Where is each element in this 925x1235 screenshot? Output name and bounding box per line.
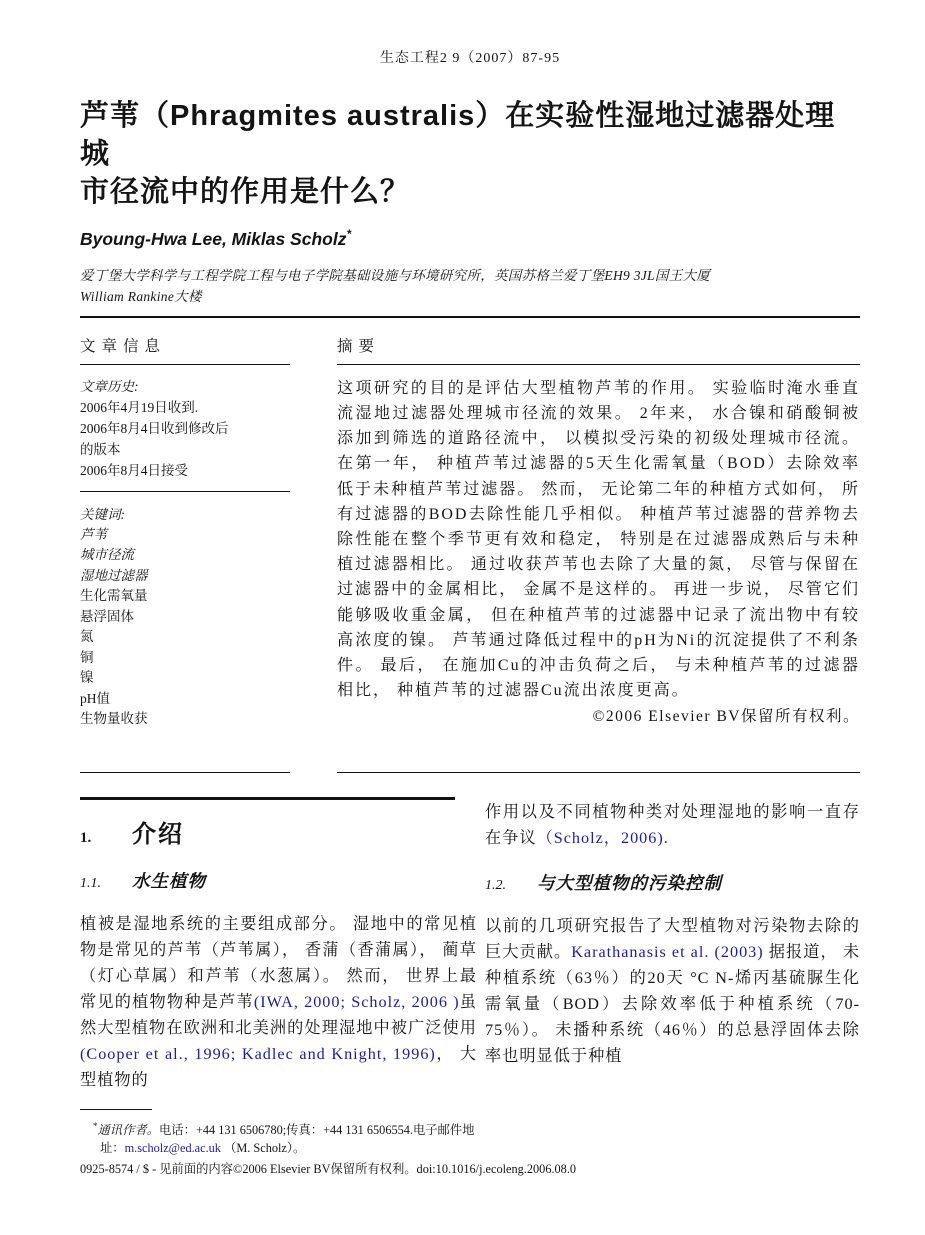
corresponding-author-mark: * bbox=[346, 227, 352, 241]
email-link[interactable]: m.scholz@ed.ac.uk bbox=[124, 1141, 221, 1156]
affiliation-line1: 爱丁堡大学科学与工程学院工程与电子学院基础设施与环境研究所，英国苏格兰爱丁堡EH9 3JL国王大厦 bbox=[80, 267, 711, 283]
intro-paragraph-text: 植被是湿地系统的主要组成部分。 湿地中的常见植物是常见的芦苇（芦苇属）， 香蒲（香蒲属）， 蔺草（灯心草属）和芦苇（水葱属）。 然而， 世界上最常见的植物物种是芦苇 bbox=[80, 914, 477, 1011]
intro-paragraph-text: ， 大型植物的 bbox=[80, 1044, 477, 1089]
footnote-mark: * bbox=[93, 1120, 98, 1131]
journal-header: 生态工程2 9（2007）87-95 bbox=[379, 51, 561, 66]
citation-link[interactable]: （Scholz，2006). bbox=[536, 828, 669, 847]
footnote-name-suffix: （M. Scholz）。 bbox=[224, 1141, 306, 1156]
authors-line bbox=[80, 227, 860, 250]
article-history-line: 2006年8月4日收到修改后 bbox=[80, 420, 229, 436]
keywords-divider bbox=[80, 491, 290, 492]
article-info-rule bbox=[80, 364, 290, 365]
author-names: Byoung-Hwa Lee, Miklas Scholz bbox=[80, 228, 347, 249]
keyword-item: 生物量收获 bbox=[80, 711, 148, 727]
paper-title-line1: 芦苇（Phragmites australis）在实验性湿地过滤器处理城 bbox=[80, 100, 836, 170]
continuation-paragraph-text: 作用以及不同植物种类对处理湿地的影响一直存在争议 bbox=[485, 802, 860, 847]
section-1-1-number: 1.1. bbox=[80, 875, 101, 891]
body-right-column bbox=[485, 797, 860, 1093]
article-history-line: 2006年8月4日接受 bbox=[80, 462, 188, 478]
section-1-1-heading bbox=[80, 868, 477, 893]
section-1-2-title: 与大型植物的污染控制 bbox=[537, 872, 722, 893]
meta-closing-rules bbox=[80, 772, 860, 773]
meta-section bbox=[80, 334, 860, 730]
section-1-2-heading bbox=[485, 870, 860, 895]
article-history-line: 的版本 bbox=[80, 441, 121, 457]
meta-closing-rule-left bbox=[80, 772, 290, 773]
keyword-item: 悬浮固体 bbox=[80, 608, 134, 624]
keyword-item: 铜 bbox=[80, 649, 94, 665]
footnote-contact-info: 电话：+44 131 6506780;传真：+44 131 6506554.电子邮件地 bbox=[159, 1122, 475, 1137]
keyword-item: 氮 bbox=[80, 629, 94, 645]
paper-title-line2: 市径流中的作用是什么？ bbox=[80, 176, 411, 208]
section-1-title: 介绍 bbox=[132, 820, 184, 848]
pollution-control-paragraph bbox=[485, 913, 860, 1069]
keyword-item: 城市径流 bbox=[80, 547, 134, 563]
keyword-item: 生化需氧量 bbox=[80, 588, 148, 604]
keyword-item: 芦苇 bbox=[80, 526, 107, 542]
abstract-rule bbox=[337, 364, 860, 365]
article-history-label: 文章历史: bbox=[80, 378, 139, 394]
section-1-1-title: 水生植物 bbox=[132, 870, 206, 891]
citation-link[interactable]: (Cooper et al., 1996; Kadlec and Knight, 1996) bbox=[80, 1044, 436, 1063]
footnote-address-label: 址： bbox=[100, 1141, 125, 1156]
intro-paragraph-text: 虽然大型植物在欧洲和北美洲的处理湿地中被广泛使用 bbox=[80, 992, 477, 1037]
paper-title bbox=[80, 97, 860, 211]
abstract-heading: 摘要 bbox=[337, 337, 381, 355]
body-left-column bbox=[80, 797, 477, 1093]
body-columns bbox=[80, 797, 860, 1093]
footnote-corresponding-label: 通讯作者。 bbox=[97, 1122, 159, 1137]
continuation-paragraph bbox=[485, 799, 860, 851]
section-1-heading bbox=[80, 814, 477, 849]
meta-closing-rule-right bbox=[337, 772, 860, 773]
intro-paragraph bbox=[80, 911, 477, 1093]
keywords-label: 关键词: bbox=[80, 506, 125, 522]
footnote-block bbox=[80, 1109, 860, 1179]
issn-doi-line: 0925-8574 / $ - 见前面的内容©2006 Elsevier BV保留所有权利。doi:10.1016/j.ecoleng.2006.08.0 bbox=[80, 1161, 577, 1176]
article-info-column bbox=[80, 334, 290, 730]
section-top-rule bbox=[80, 797, 455, 800]
abstract-column bbox=[337, 334, 860, 730]
footnote-line1 bbox=[80, 1117, 860, 1140]
abstract-copyright: ©2006 Elsevier BV保留所有权利。 bbox=[592, 708, 860, 726]
article-history-line: 2006年4月19日收到. bbox=[80, 399, 199, 415]
keyword-item: 镍 bbox=[80, 670, 94, 686]
pollution-control-paragraph-text: 以前的几项研究报告了大型植物对污染物去除的巨大贡献。 bbox=[485, 916, 860, 961]
header-divider bbox=[80, 316, 860, 318]
keyword-item: pH值 bbox=[80, 690, 110, 706]
footnote-rule bbox=[80, 1109, 152, 1110]
footnote-line2 bbox=[80, 1139, 860, 1158]
keyword-item: 湿地过滤器 bbox=[80, 567, 148, 583]
section-1-2-number: 1.2. bbox=[485, 877, 506, 893]
citation-link[interactable]: Karathanasis et al. (2003) bbox=[571, 942, 764, 961]
abstract-text: 这项研究的目的是评估大型植物芦苇的作用。 实验临时淹水垂直流湿地过滤器处理城市径流的效果。 2年来， 水合镍和硝酸铜被添加到筛选的道路径流中， 以模拟受污染的初级处理城市径流。 在第一年， 种植芦苇过滤器的5天生化需氧量（BOD）去除效率低于未种植芦苇过滤器。 然而， 无论第二年的种植方式如何， 所有过滤器的BOD去除性能几乎相似。 种植芦苇过滤器的营养物去除性能在整个季节更有效和稳定， 特别是在过滤器成熟后与未种植过滤器相比。 通过收获芦苇也去除了大量的氮， 尽管与保留在过滤器中的金属相比， 金属不是这样的。 再进一步说， 尽管它们能够吸收重金属， 但在种植芦苇的过滤器中记录了流出物中有较高浓度的镍。 芦苇通过降低过程中的pH为Ni的沉淀提供了不利条件。 最后， 在施加Cu的冲击负荷之后， 与未种植芦苇的过滤器相比， 种植芦苇的过滤器Cu流出浓度更高。 bbox=[337, 379, 860, 700]
affiliation-line2: William Rankine大楼 bbox=[80, 288, 202, 304]
pollution-control-paragraph-text: 据报道， 未种植系统（63％）的20天 °C N-烯丙基硫脲生化需氧量（BOD）去除效率低于种植系统（70-75％）。 未播种系统（46％）的总悬浮固体去除率也明显低于种植 bbox=[485, 942, 861, 1065]
article-info-heading: 文章信息 bbox=[80, 337, 167, 355]
section-1-number: 1. bbox=[80, 829, 92, 846]
affiliation bbox=[80, 265, 860, 307]
citation-link[interactable]: (IWA, 2000; Scholz, 2006 ) bbox=[253, 992, 460, 1011]
